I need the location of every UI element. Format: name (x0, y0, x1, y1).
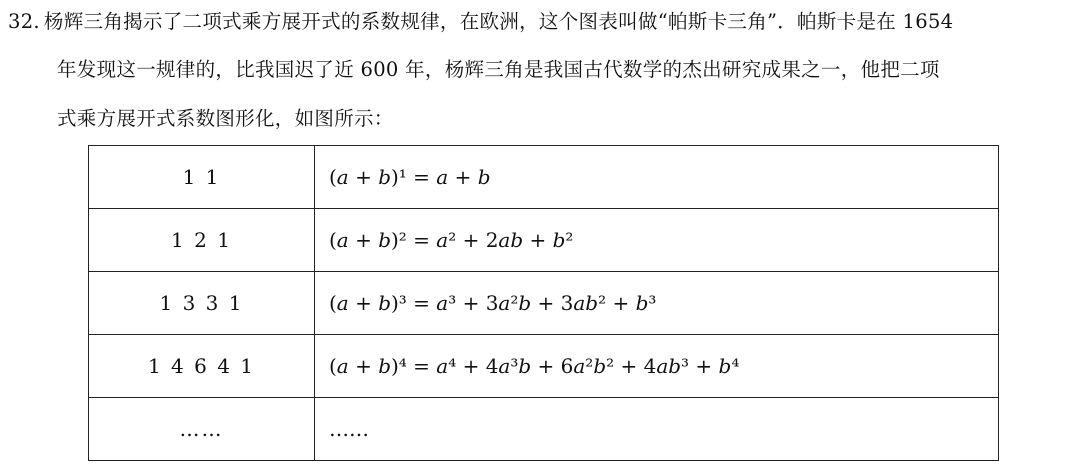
coefficient-cell: …… (89, 398, 315, 461)
coefficient-cell: 1 3 3 1 (89, 272, 315, 335)
coefficient-cell: 1 1 (89, 146, 315, 209)
question-line-1-text: 杨辉三角揭示了二项式乘方展开式的系数规律，在欧洲，这个图表叫做“帕斯卡三角”．帕斯卡是在 1654 (43, 10, 954, 33)
table-row (89, 398, 999, 461)
question-line-3: 式乘方展开式系数图形化，如图所示： (57, 107, 394, 130)
coefficient-cell: 1 2 1 (89, 209, 315, 272)
question-number: 32. (8, 10, 40, 33)
table-row (89, 272, 999, 335)
expansion-cell: …… (315, 398, 999, 461)
table-row (89, 146, 999, 209)
yanghui-triangle-table (88, 145, 999, 461)
expansion-cell: (𝑎 + 𝑏)³ = 𝑎³ + 3𝑎²𝑏 + 3𝑎𝑏² + 𝑏³ (315, 272, 999, 335)
expansion-cell: (𝑎 + 𝑏)¹ = 𝑎 + 𝑏 (315, 146, 999, 209)
table-row (89, 209, 999, 272)
question-line-1 (8, 6, 953, 34)
expansion-cell: (𝑎 + 𝑏)⁴ = 𝑎⁴ + 4𝑎³𝑏 + 6𝑎²𝑏² + 4𝑎𝑏³ + 𝑏⁴ (315, 335, 999, 398)
table-row (89, 335, 999, 398)
coefficient-cell: 1 4 6 4 1 (89, 335, 315, 398)
expansion-cell: (𝑎 + 𝑏)² = 𝑎² + 2𝑎𝑏 + 𝑏² (315, 209, 999, 272)
question-line-2: 年发现这一规律的，比我国迟了近 600 年，杨辉三角是我国古代数学的杰出研究成果之一，他把二项 (57, 58, 940, 81)
